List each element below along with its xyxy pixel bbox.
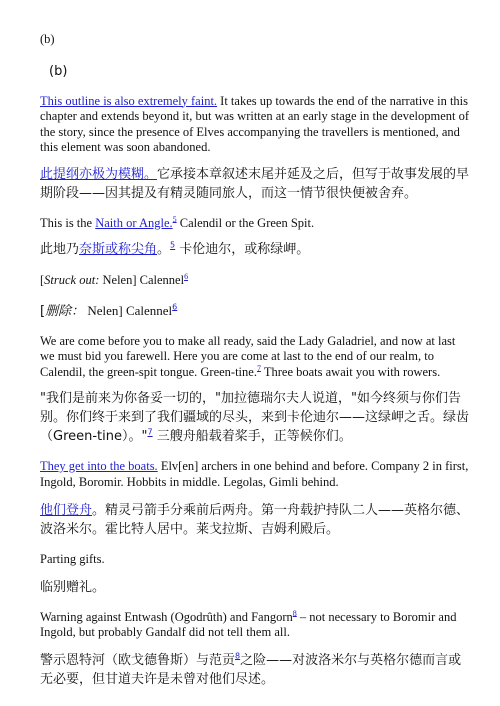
paragraph-galadriel bbox=[40, 334, 470, 381]
struck-out-text: Nelen] Calennel bbox=[99, 273, 185, 287]
outline-faint-link-zh[interactable]: 此提纲亦极为模糊。 bbox=[40, 166, 158, 182]
paragraph-galadriel-zh bbox=[40, 389, 470, 446]
boats-text: Elv[en] archers in one behind and before. Company 2 in first, Ingold, Boromir. Hobbits in middle. Legolas, Gimli behind. bbox=[40, 459, 469, 489]
galadriel-post-zh: 三艘舟船载着桨手，正等候你们。 bbox=[152, 429, 352, 444]
naith-post-zh: 卡伦迪尔，或称绿岬。 bbox=[175, 242, 310, 257]
naith-mid-zh: 。 bbox=[157, 242, 171, 257]
boats-text-zh: 。精灵弓箭手分乘前后两舟。第一舟载护持队二人——英格尔德、波洛米尔。霍比特人居中。莱戈拉斯、吉姆利殿后。 bbox=[40, 503, 470, 537]
boats-link-zh[interactable]: 他们登舟 bbox=[40, 503, 93, 518]
footnote-ref-6-zh bbox=[172, 302, 177, 311]
struck-out-text-zh: Nelen] Calennel bbox=[84, 302, 173, 318]
section-label-b-zh: (b) bbox=[49, 63, 68, 79]
galadriel-post: Three boats await you with rowers. bbox=[260, 364, 441, 379]
outline-faint-link[interactable]: This outline is also extremely faint. bbox=[40, 93, 218, 108]
paragraph-boats-zh bbox=[40, 501, 470, 539]
warning-post-zh: 之险——对波洛米尔与英格尔德而言或无必要，但甘道夫许是未曾对他们尽述。 bbox=[40, 652, 462, 687]
footnote-link-5[interactable]: 5 bbox=[172, 214, 177, 224]
paragraph-naith bbox=[40, 216, 470, 232]
paragraph-outline-faint bbox=[40, 94, 470, 156]
struck-open-bracket-zh: [ bbox=[40, 303, 46, 319]
footnote-link-7[interactable]: 7 bbox=[256, 363, 261, 373]
paragraph-boats bbox=[40, 459, 470, 490]
paragraph-parting-gifts-zh: 临别赠礼。 bbox=[40, 579, 106, 595]
footnote-link-8-zh[interactable]: 8 bbox=[235, 651, 241, 661]
paragraph-naith-zh bbox=[40, 240, 470, 259]
section-label-b: (b) bbox=[40, 32, 55, 46]
footnote-link-5-zh[interactable]: 5 bbox=[170, 240, 176, 250]
naith-pre: This is the bbox=[40, 215, 96, 230]
footnote-link-7-zh[interactable]: 7 bbox=[147, 427, 153, 437]
struck-out-label: Struck out: bbox=[44, 273, 100, 287]
warning-post: – not necessary to Boromir and Ingold, but probably Gandalf did not tell them all. bbox=[40, 609, 457, 639]
footnote-ref-6 bbox=[184, 272, 188, 281]
struck-out-label-zh: 删除： bbox=[45, 303, 85, 319]
outline-faint-text-zh: 它承接本章叙述末尾并延及之后，但写于故事发展的早期阶段——因其提及有精灵随同旅人，而这一情节很快便被舍弃。 bbox=[40, 166, 470, 201]
paragraph-warning bbox=[40, 610, 470, 641]
naith-post: Calendil or the Green Spit. bbox=[176, 215, 315, 230]
paragraph-struck-out-zh bbox=[40, 302, 470, 321]
galadriel-text: We are come before you to make all ready, said the Lady Galadriel, and now at last we must bid you farewell. Here you are come at last to the end of our realm, to Calendil, the green-spit tongue. Green-tine. bbox=[40, 333, 456, 379]
paragraph-struck-out bbox=[40, 273, 470, 289]
galadriel-text-zh: "我们是前来为你备妥一切的，"加拉德瑞尔夫人说道，"如今终须与你们告别。你们终于来到了我们疆域的尽头，来到卡伦迪尔——这绿岬之舌。绿齿（Green-tine）。" bbox=[40, 391, 470, 444]
paragraph-outline-faint-zh bbox=[40, 165, 470, 203]
paragraph-warning-zh bbox=[40, 651, 470, 689]
struck-open-bracket: [ bbox=[40, 273, 45, 287]
footnote-link-6[interactable]: 6 bbox=[184, 271, 189, 281]
warning-pre: Warning against Entwash (Ogodrûth) and Fangorn bbox=[40, 609, 293, 624]
footnote-link-6-zh[interactable]: 6 bbox=[172, 302, 178, 312]
paragraph-parting-gifts: Parting gifts. bbox=[40, 552, 105, 566]
outline-faint-text: It takes up towards the end of the narrative in this chapter and extends beyond it, but was written at an early stage in the development of the story, since the presence of Elves accompanying the travellers is mentioned, and this element was soon abandoned. bbox=[40, 93, 470, 154]
document-page bbox=[40, 32, 470, 689]
boats-link[interactable]: They get into the boats. bbox=[40, 459, 158, 473]
naith-link[interactable]: Naith or Angle. bbox=[95, 215, 173, 230]
naith-pre-zh: 此地乃 bbox=[40, 242, 80, 257]
footnote-link-8[interactable]: 8 bbox=[292, 608, 297, 618]
naith-link-zh[interactable]: 奈斯或称尖角 bbox=[79, 242, 158, 257]
warning-pre-zh: 警示恩特河（欧戈德鲁斯）与范贡 bbox=[40, 652, 236, 668]
